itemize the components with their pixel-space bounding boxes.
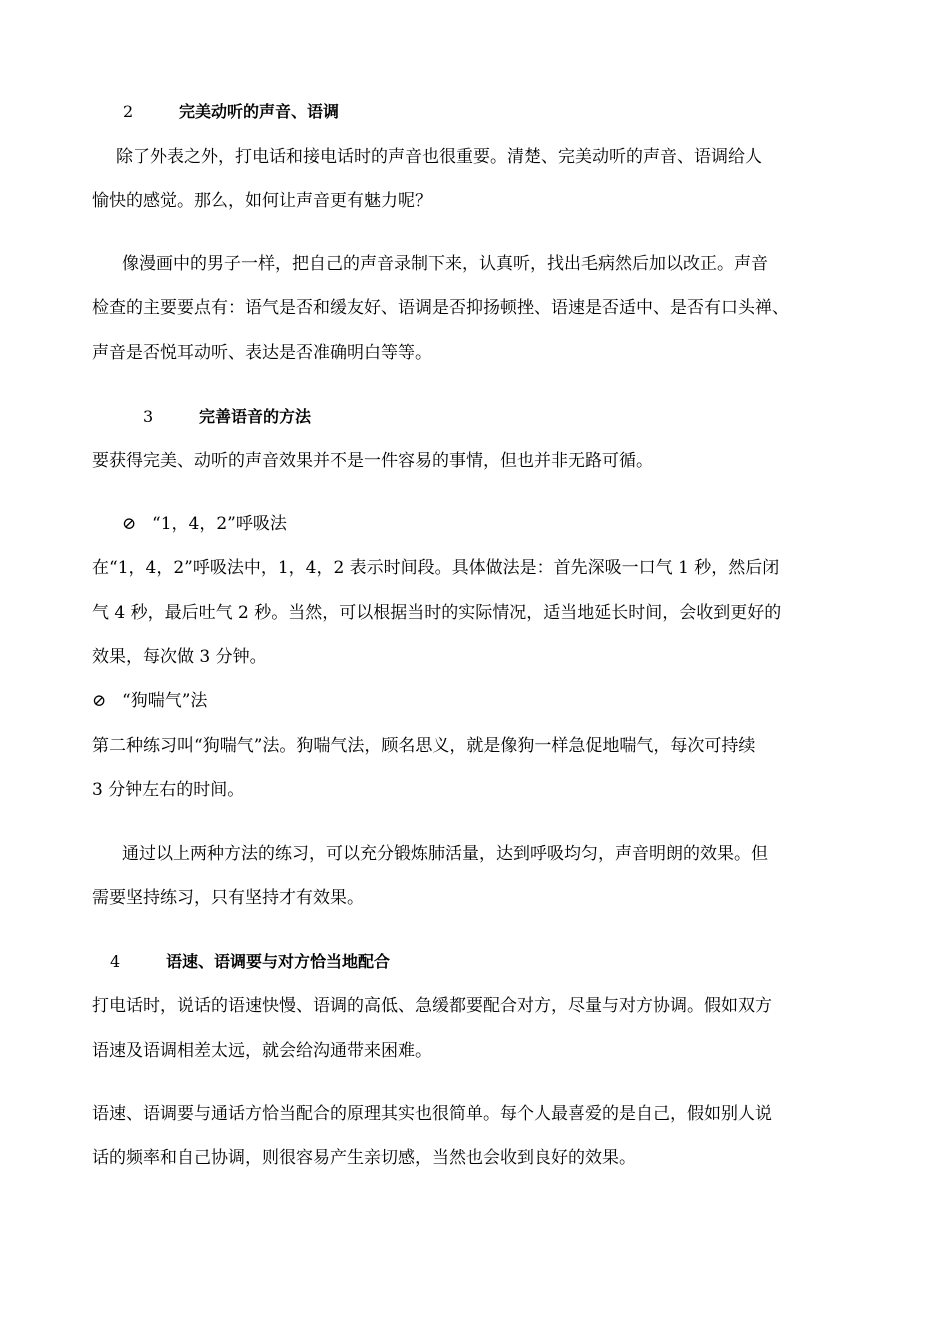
section-number: 2 [123, 102, 134, 121]
section-number: 3 [143, 407, 154, 426]
paragraph-line: 话的频率和自己协调，则很容易产生亲切感，当然也会收到良好的效果。 [92, 1148, 636, 1168]
paragraph-line: 效果，每次做 3 分钟。 [92, 647, 267, 667]
bullet-text: “狗喘气”法 [122, 691, 208, 711]
paragraph-line: 通过以上两种方法的练习，可以充分锻炼肺活量，达到呼吸均匀，声音明朗的效果。但 [122, 844, 768, 864]
section-title: 完美动听的声音、语调 [179, 102, 340, 121]
paragraph-line: 第二种练习叫“狗喘气”法。狗喘气法，顾名思义，就是像狗一样急促地喘气，每次可持续 [92, 736, 756, 756]
paragraph-line: 语速、语调要与通话方恰当配合的原理其实也很简单。每个人最喜爱的是自己，假如别人说 [92, 1104, 772, 1124]
section-heading-4 [110, 951, 390, 973]
paragraph-line: 3 分钟左右的时间。 [92, 780, 245, 800]
section-heading-2 [123, 101, 339, 123]
bullet-item [122, 513, 287, 535]
paragraph-line: 气 4 秒，最后吐气 2 秒。当然，可以根据当时的实际情况，适当地延长时间，会收到更好的 [92, 603, 782, 623]
section-title: 完善语音的方法 [199, 407, 312, 426]
section-number: 4 [110, 952, 121, 971]
paragraph-line: 打电话时，说话的语速快慢、语调的高低、急缓都要配合对方，尽量与对方协调。假如双方 [92, 996, 772, 1016]
bullet-symbol: ⊘ [92, 691, 107, 711]
paragraph-line: 在“1，4，2”呼吸法中，1，4，2 表示时间段。具体做法是：首先深吸一口气 1 秒，然后闭 [92, 558, 780, 578]
paragraph-line: 愉快的感觉。那么，如何让声音更有魅力呢？ [92, 191, 432, 211]
bullet-text: “1，4，2”呼吸法 [152, 514, 287, 534]
paragraph-line: 要获得完美、动听的声音效果并不是一件容易的事情，但也并非无路可循。 [92, 451, 653, 471]
paragraph-line: 像漫画中的男子一样，把自己的声音录制下来，认真听，找出毛病然后加以改正。声音 [122, 254, 768, 274]
paragraph-line: 检查的主要要点有：语气是否和缓友好、语调是否抑扬顿挫、语速是否适中、是否有口头禅、 [92, 298, 789, 318]
section-title: 语速、语调要与对方恰当地配合 [166, 952, 391, 971]
bullet-symbol: ⊘ [122, 514, 137, 534]
paragraph-line: 声音是否悦耳动听、表达是否准确明白等等。 [92, 343, 432, 363]
paragraph-line: 语速及语调相差太远，就会给沟通带来困难。 [92, 1041, 432, 1061]
paragraph-line: 除了外表之外，打电话和接电话时的声音也很重要。清楚、完美动听的声音、语调给人 [116, 147, 762, 167]
paragraph-line: 需要坚持练习，只有坚持才有效果。 [92, 888, 364, 908]
section-heading-3 [143, 406, 311, 428]
bullet-item [92, 690, 207, 712]
